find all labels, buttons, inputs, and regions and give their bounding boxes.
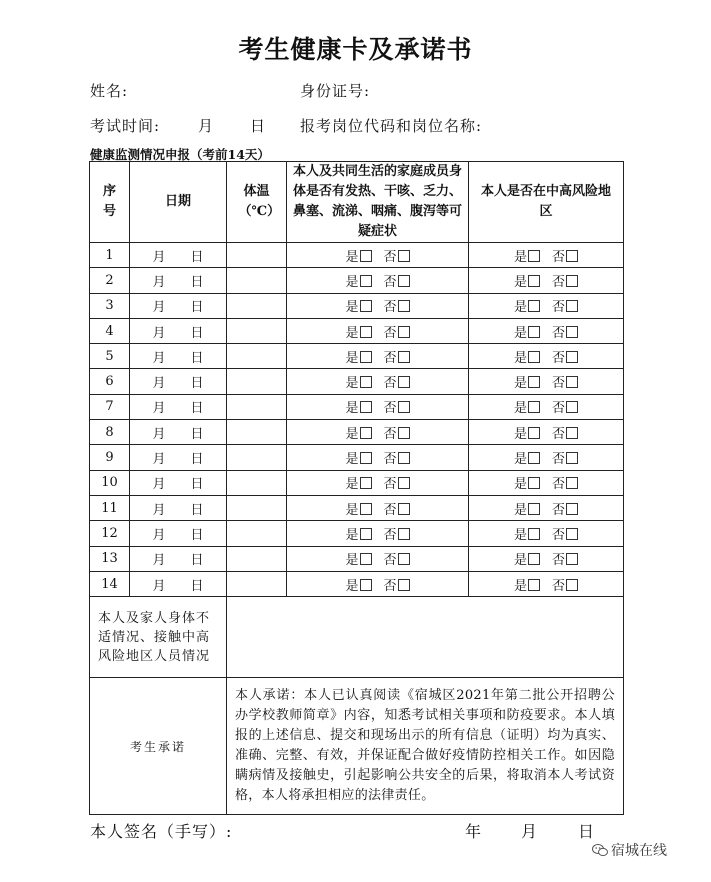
pledge-label: 考生承诺 <box>90 678 227 815</box>
yes-label: 是 <box>345 325 359 341</box>
yes-checkbox[interactable] <box>360 579 372 591</box>
yes-label: 是 <box>345 350 359 366</box>
row-number: 14 <box>90 571 130 596</box>
yes-checkbox[interactable] <box>528 427 540 439</box>
yes-checkbox[interactable] <box>360 528 372 540</box>
yes-checkbox[interactable] <box>360 351 372 363</box>
no-checkbox[interactable] <box>566 477 578 489</box>
signature-year: 年 <box>465 822 482 841</box>
row-month: 月 <box>152 401 166 417</box>
row-day: 日 <box>190 578 204 594</box>
no-label: 否 <box>383 401 397 417</box>
row-number: 3 <box>90 293 130 318</box>
yes-label: 是 <box>345 502 359 518</box>
row-month: 月 <box>152 578 166 594</box>
pledge-text: 本人承诺：本人已认真阅读《宿城区2021年第二批公开招聘公办学校教师简章》内容，知悉考试相关事项和防疫要求。本人填报的上述信息、提交和现场出示的所有信息（证明）均为真实、准确、完整、有效，并保证配合做好疫情防控相关工作。如因隐瞒病情及接触史，引起影响公共安全的后果，将取消本人考试资格，本人将承担相应的法律责任。 <box>227 678 624 815</box>
document-title: 考生健康卡及承诺书 <box>238 35 473 64</box>
name-label: 姓名: <box>90 82 129 100</box>
row-date[interactable] <box>130 495 227 520</box>
no-label: 否 <box>383 376 397 392</box>
row-day: 日 <box>190 527 204 543</box>
yes-label: 是 <box>345 578 359 594</box>
no-checkbox[interactable] <box>398 579 410 591</box>
yes-label: 是 <box>345 452 359 468</box>
yes-checkbox[interactable] <box>360 326 372 338</box>
row-temperature-cell[interactable] <box>227 521 287 546</box>
row-day: 日 <box>190 300 204 316</box>
yes-label: 是 <box>513 274 527 290</box>
yes-label: 是 <box>513 376 527 392</box>
row-day: 日 <box>190 325 204 341</box>
no-label: 否 <box>383 426 397 442</box>
no-checkbox[interactable] <box>398 275 410 287</box>
header-seq: 序号 <box>90 162 130 243</box>
yes-checkbox[interactable] <box>528 351 540 363</box>
yes-label: 是 <box>513 527 527 543</box>
row-day: 日 <box>190 401 204 417</box>
no-checkbox[interactable] <box>566 376 578 388</box>
no-label: 否 <box>383 325 397 341</box>
no-label: 否 <box>552 325 566 341</box>
no-checkbox[interactable] <box>566 553 578 565</box>
yes-label: 是 <box>513 553 527 569</box>
no-label: 否 <box>552 249 566 265</box>
table-row <box>90 243 624 268</box>
yes-checkbox[interactable] <box>360 553 372 565</box>
row-month: 月 <box>152 274 166 290</box>
yes-label: 是 <box>345 300 359 316</box>
no-label: 否 <box>552 527 566 543</box>
row-date[interactable] <box>130 318 227 343</box>
remark-label: 本人及家人身体不适情况、接触中高风险地区人员情况 <box>90 597 227 678</box>
row-date[interactable] <box>130 470 227 495</box>
row-risk-cell <box>469 243 624 268</box>
yes-label: 是 <box>513 477 527 493</box>
row-day: 日 <box>190 249 204 265</box>
header-temp: 体温（℃） <box>227 162 287 243</box>
no-checkbox[interactable] <box>566 351 578 363</box>
row-risk-cell <box>469 470 624 495</box>
position-label: 报考岗位代码和岗位名称: <box>300 117 483 135</box>
row-temperature-cell[interactable] <box>227 318 287 343</box>
row-symptoms-cell <box>287 369 469 394</box>
row-month: 月 <box>152 502 166 518</box>
row-day: 日 <box>190 426 204 442</box>
yes-checkbox[interactable] <box>528 376 540 388</box>
yes-label: 是 <box>345 477 359 493</box>
row-month: 月 <box>152 426 166 442</box>
yes-checkbox[interactable] <box>528 477 540 489</box>
row-temperature-cell[interactable] <box>227 369 287 394</box>
no-label: 否 <box>552 452 566 468</box>
no-checkbox[interactable] <box>398 351 410 363</box>
row-temperature-cell[interactable] <box>227 445 287 470</box>
signature-label: 本人签名（手写）: <box>90 822 233 841</box>
row-temperature-cell[interactable] <box>227 268 287 293</box>
row-symptoms-cell <box>287 243 469 268</box>
watermark-text: 宿城在线 <box>611 843 667 859</box>
row-day: 日 <box>190 477 204 493</box>
health-table <box>89 161 624 815</box>
row-symptoms-cell <box>287 571 469 596</box>
row-risk-cell <box>469 521 624 546</box>
no-label: 否 <box>383 502 397 518</box>
yes-checkbox[interactable] <box>528 452 540 464</box>
yes-label: 是 <box>513 502 527 518</box>
row-date[interactable] <box>130 369 227 394</box>
name-id-line <box>90 80 371 101</box>
row-number: 8 <box>90 420 130 445</box>
no-label: 否 <box>383 553 397 569</box>
table-row <box>90 420 624 445</box>
table-row <box>90 318 624 343</box>
yes-label: 是 <box>345 376 359 392</box>
row-temperature-cell[interactable] <box>227 243 287 268</box>
yes-checkbox[interactable] <box>360 427 372 439</box>
row-risk-cell <box>469 369 624 394</box>
row-date[interactable] <box>130 243 227 268</box>
yes-checkbox[interactable] <box>528 300 540 312</box>
row-risk-cell <box>469 318 624 343</box>
row-risk-cell <box>469 394 624 419</box>
row-temperature-cell[interactable] <box>227 394 287 419</box>
no-checkbox[interactable] <box>398 401 410 413</box>
row-month: 月 <box>152 553 166 569</box>
no-checkbox[interactable] <box>566 528 578 540</box>
row-month: 月 <box>152 527 166 543</box>
row-date[interactable] <box>130 268 227 293</box>
row-risk-cell <box>469 344 624 369</box>
no-label: 否 <box>552 502 566 518</box>
no-label: 否 <box>383 477 397 493</box>
row-number: 7 <box>90 394 130 419</box>
yes-label: 是 <box>513 350 527 366</box>
watermark <box>592 840 667 860</box>
row-number: 4 <box>90 318 130 343</box>
yes-checkbox[interactable] <box>528 528 540 540</box>
row-day: 日 <box>190 376 204 392</box>
exam-day-label: 日 <box>250 117 267 135</box>
id-label: 身份证号: <box>300 82 371 100</box>
yes-checkbox[interactable] <box>360 275 372 287</box>
no-label: 否 <box>552 578 566 594</box>
no-label: 否 <box>383 527 397 543</box>
row-risk-cell <box>469 420 624 445</box>
table-row <box>90 495 624 520</box>
row-date[interactable] <box>130 394 227 419</box>
no-label: 否 <box>552 350 566 366</box>
no-label: 否 <box>552 300 566 316</box>
row-day: 日 <box>190 274 204 290</box>
no-label: 否 <box>383 300 397 316</box>
row-symptoms-cell <box>287 268 469 293</box>
yes-checkbox[interactable] <box>360 452 372 464</box>
table-row <box>90 470 624 495</box>
no-checkbox[interactable] <box>566 452 578 464</box>
no-label: 否 <box>383 274 397 290</box>
yes-checkbox[interactable] <box>528 401 540 413</box>
exam-time-label: 考试时间: <box>90 117 161 135</box>
no-checkbox[interactable] <box>398 326 410 338</box>
no-label: 否 <box>552 401 566 417</box>
remark-input-cell[interactable] <box>227 597 624 678</box>
wechat-icon <box>592 843 608 857</box>
no-checkbox[interactable] <box>566 427 578 439</box>
row-number: 11 <box>90 495 130 520</box>
no-label: 否 <box>552 477 566 493</box>
table-row <box>90 546 624 571</box>
yes-checkbox[interactable] <box>360 503 372 515</box>
yes-label: 是 <box>513 325 527 341</box>
yes-checkbox[interactable] <box>360 300 372 312</box>
yes-label: 是 <box>345 274 359 290</box>
row-date[interactable] <box>130 344 227 369</box>
row-temperature-cell[interactable] <box>227 420 287 445</box>
row-number: 13 <box>90 546 130 571</box>
row-number: 2 <box>90 268 130 293</box>
yes-checkbox[interactable] <box>360 401 372 413</box>
row-symptoms-cell <box>287 318 469 343</box>
row-temperature-cell[interactable] <box>227 344 287 369</box>
row-risk-cell <box>469 293 624 318</box>
no-label: 否 <box>552 376 566 392</box>
row-risk-cell <box>469 571 624 596</box>
row-number: 10 <box>90 470 130 495</box>
header-date: 日期 <box>130 162 227 243</box>
no-checkbox[interactable] <box>566 300 578 312</box>
row-temperature-cell[interactable] <box>227 571 287 596</box>
row-number: 1 <box>90 243 130 268</box>
no-label: 否 <box>383 578 397 594</box>
row-date[interactable] <box>130 420 227 445</box>
yes-checkbox[interactable] <box>528 503 540 515</box>
row-risk-cell <box>469 445 624 470</box>
row-date[interactable] <box>130 521 227 546</box>
no-checkbox[interactable] <box>566 326 578 338</box>
row-symptoms-cell <box>287 344 469 369</box>
yes-label: 是 <box>513 452 527 468</box>
yes-checkbox[interactable] <box>360 376 372 388</box>
row-day: 日 <box>190 502 204 518</box>
signature-month: 月 <box>521 822 538 841</box>
row-risk-cell <box>469 546 624 571</box>
row-symptoms-cell <box>287 394 469 419</box>
yes-label: 是 <box>345 401 359 417</box>
no-checkbox[interactable] <box>566 250 578 262</box>
table-row <box>90 394 624 419</box>
no-checkbox[interactable] <box>398 427 410 439</box>
row-symptoms-cell <box>287 445 469 470</box>
no-checkbox[interactable] <box>566 275 578 287</box>
row-date[interactable] <box>130 445 227 470</box>
exam-time-line <box>90 115 483 136</box>
yes-checkbox[interactable] <box>528 553 540 565</box>
row-temperature-cell[interactable] <box>227 495 287 520</box>
yes-checkbox[interactable] <box>360 250 372 262</box>
row-date[interactable] <box>130 571 227 596</box>
row-symptoms-cell <box>287 495 469 520</box>
yes-label: 是 <box>513 401 527 417</box>
row-date[interactable] <box>130 546 227 571</box>
yes-checkbox[interactable] <box>528 275 540 287</box>
row-symptoms-cell <box>287 420 469 445</box>
row-symptoms-cell <box>287 293 469 318</box>
row-number: 9 <box>90 445 130 470</box>
row-risk-cell <box>469 268 624 293</box>
row-symptoms-cell <box>287 546 469 571</box>
header-symptoms: 本人及共同生活的家庭成员身体是否有发热、干咳、乏力、鼻塞、流涕、咽痛、腹泻等可疑症状 <box>287 162 469 243</box>
yes-label: 是 <box>513 578 527 594</box>
row-month: 月 <box>152 325 166 341</box>
no-label: 否 <box>552 553 566 569</box>
yes-label: 是 <box>513 249 527 265</box>
no-label: 否 <box>383 452 397 468</box>
no-checkbox[interactable] <box>398 477 410 489</box>
yes-label: 是 <box>345 527 359 543</box>
table-row <box>90 344 624 369</box>
table-row <box>90 268 624 293</box>
row-month: 月 <box>152 300 166 316</box>
no-checkbox[interactable] <box>398 553 410 565</box>
yes-checkbox[interactable] <box>528 250 540 262</box>
no-checkbox[interactable] <box>398 452 410 464</box>
yes-checkbox[interactable] <box>528 579 540 591</box>
row-month: 月 <box>152 376 166 392</box>
table-row <box>90 445 624 470</box>
table-row <box>90 521 624 546</box>
row-day: 日 <box>190 452 204 468</box>
no-checkbox[interactable] <box>398 503 410 515</box>
no-checkbox[interactable] <box>566 579 578 591</box>
no-checkbox[interactable] <box>398 528 410 540</box>
signature-day: 日 <box>578 822 595 841</box>
no-checkbox[interactable] <box>398 250 410 262</box>
row-temperature-cell[interactable] <box>227 470 287 495</box>
yes-label: 是 <box>345 249 359 265</box>
row-number: 12 <box>90 521 130 546</box>
table-row <box>90 571 624 596</box>
no-checkbox[interactable] <box>566 503 578 515</box>
table-row <box>90 369 624 394</box>
yes-label: 是 <box>513 426 527 442</box>
yes-label: 是 <box>345 553 359 569</box>
no-label: 否 <box>552 426 566 442</box>
section-subheading: 健康监测情况申报（考前14天） <box>90 147 270 162</box>
yes-label: 是 <box>513 300 527 316</box>
row-number: 5 <box>90 344 130 369</box>
row-symptoms-cell <box>287 470 469 495</box>
row-month: 月 <box>152 452 166 468</box>
row-risk-cell <box>469 495 624 520</box>
row-number: 6 <box>90 369 130 394</box>
row-month: 月 <box>152 249 166 265</box>
header-risk: 本人是否在中高风险地区 <box>469 162 624 243</box>
table-row <box>90 293 624 318</box>
row-temperature-cell[interactable] <box>227 546 287 571</box>
row-temperature-cell[interactable] <box>227 293 287 318</box>
row-month: 月 <box>152 350 166 366</box>
no-label: 否 <box>552 274 566 290</box>
row-month: 月 <box>152 477 166 493</box>
exam-month-label: 月 <box>198 117 215 135</box>
no-checkbox[interactable] <box>398 300 410 312</box>
row-date[interactable] <box>130 293 227 318</box>
row-day: 日 <box>190 350 204 366</box>
no-label: 否 <box>383 249 397 265</box>
yes-checkbox[interactable] <box>528 326 540 338</box>
row-day: 日 <box>190 553 204 569</box>
yes-checkbox[interactable] <box>360 477 372 489</box>
no-checkbox[interactable] <box>398 376 410 388</box>
no-checkbox[interactable] <box>566 401 578 413</box>
row-symptoms-cell <box>287 521 469 546</box>
no-label: 否 <box>383 350 397 366</box>
yes-label: 是 <box>345 426 359 442</box>
